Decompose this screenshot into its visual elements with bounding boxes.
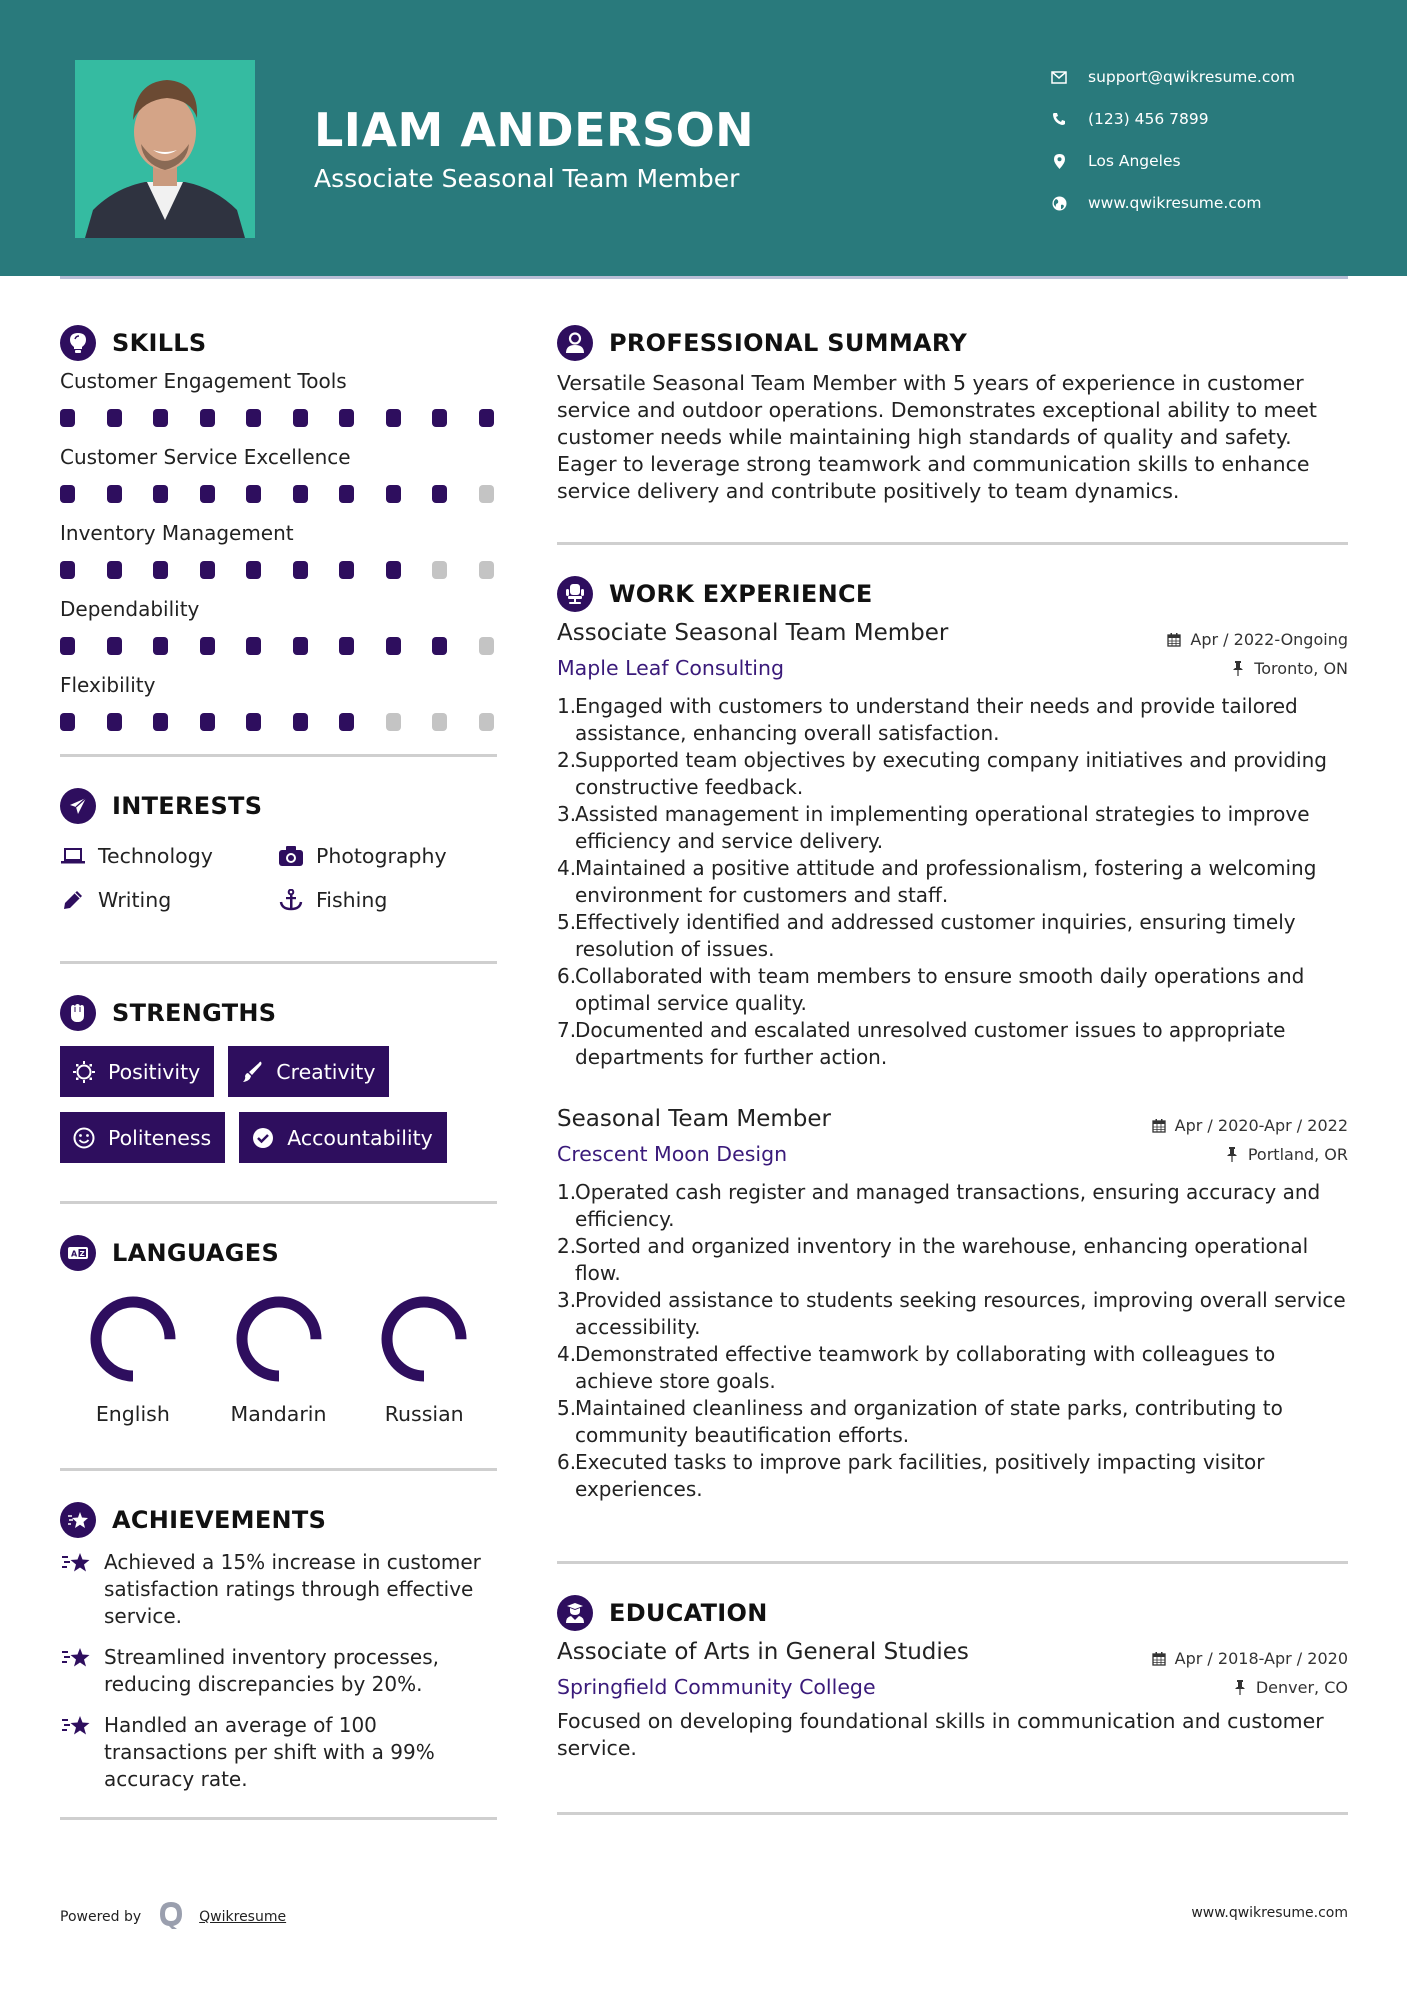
rating-dot-empty: [479, 561, 494, 579]
bullet-number: 1.: [557, 694, 577, 718]
rating-dot-filled: [200, 485, 215, 503]
experience-heading: WORK EXPERIENCE: [557, 571, 1348, 617]
camera-icon: [278, 845, 304, 867]
job-bullet: 4. Maintained a positive attitude and professionalism, fostering a welcoming environment for customers and staff.: [557, 856, 1317, 907]
languages-list: [60, 1294, 497, 1426]
achievement-item: Handled an average of 100 transactions per shift with a 99% accuracy rate.: [60, 1712, 497, 1793]
education-sub: [557, 1672, 1348, 1702]
rating-dot-filled: [432, 409, 447, 427]
language-progress-ring: [379, 1294, 469, 1384]
skill-label: Customer Service Excellence: [60, 445, 351, 469]
rating-dot-filled: [200, 637, 215, 655]
job-bullet: 6. Executed tasks to improve park facilities, positively impacting visitor experiences.: [557, 1450, 1265, 1501]
bullet-number: 6.: [557, 1450, 577, 1474]
office-chair-icon: [557, 576, 593, 612]
fist-icon: [60, 995, 96, 1031]
language-label: Russian: [384, 1402, 464, 1426]
right-column: [557, 320, 1348, 1815]
star-badge-icon: [60, 1502, 96, 1538]
bullet-number: 7.: [557, 1018, 577, 1042]
globe-icon: [1050, 194, 1068, 212]
rating-dot-filled: [60, 561, 75, 579]
rating-dot-filled: [60, 637, 75, 655]
anchor-icon: [278, 889, 304, 911]
skill-row: [60, 596, 497, 670]
footer-url[interactable]: www.qwikresume.com: [1191, 1905, 1348, 1921]
bullet-number: 3.: [557, 1288, 577, 1312]
rating-dot-filled: [339, 637, 354, 655]
svg-text:Z: Z: [79, 1250, 85, 1258]
language-progress-ring: [88, 1294, 178, 1384]
rating-dot-filled: [153, 713, 168, 731]
interest-item: Photography: [278, 839, 478, 873]
job-bullet: 7. Documented and escalated unresolved customer issues to appropriate departments for further action.: [557, 1018, 1286, 1069]
header-divider: [60, 276, 1348, 279]
rating-dot-filled: [246, 713, 261, 731]
strength-chip: Accountability: [239, 1112, 447, 1163]
shooting-star-icon: [60, 1644, 94, 1671]
job-sub: [557, 1139, 1348, 1169]
achievements-list: [60, 1549, 497, 1793]
strengths-heading: STRENGTHS: [60, 990, 497, 1036]
rating-dot-filled: [153, 485, 168, 503]
header-banner: [0, 0, 1407, 276]
job-dates: Apr / 2022-Ongoing: [1166, 630, 1348, 649]
rating-dot-filled: [339, 409, 354, 427]
job-dates: Apr / 2020-Apr / 2022: [1151, 1116, 1348, 1135]
contact-location-text: Los Angeles: [1088, 152, 1181, 170]
strength-chip: Positivity: [60, 1046, 214, 1097]
rating-dot-filled: [153, 561, 168, 579]
rating-dot-filled: [107, 485, 122, 503]
job-bullet: 2. Supported team objectives by executing company initiatives and providing constructive feedback.: [557, 748, 1327, 799]
job-bullet: 6. Collaborated with team members to ensure smooth daily operations and optimal service quality.: [557, 964, 1305, 1015]
paper-plane-icon: [60, 788, 96, 824]
pencil-icon: [60, 889, 86, 911]
sun-icon: [72, 1060, 96, 1084]
skill-rating: [60, 698, 497, 746]
section-divider: [557, 1561, 1348, 1564]
interests-heading: INTERESTS: [60, 783, 497, 829]
job-location: Toronto, ON: [1230, 659, 1348, 678]
company-name: Crescent Moon Design: [557, 1142, 788, 1166]
rating-dot-filled: [479, 409, 494, 427]
rating-dot-filled: [293, 637, 308, 655]
interest-item: Writing: [60, 883, 278, 917]
achievements-heading: ACHIEVEMENTS: [60, 1497, 497, 1543]
education-head: [557, 1636, 1348, 1668]
rating-dot-filled: [200, 561, 215, 579]
contact-website-text: www.qwikresume.com: [1088, 194, 1262, 212]
pushpin-icon: [1232, 1679, 1248, 1695]
rating-dot-filled: [246, 485, 261, 503]
job-bullet: 3. Provided assistance to students seeking resources, improving overall service accessibility.: [557, 1288, 1346, 1339]
footer-powered-by: Powered by Qwikresume: [60, 1900, 286, 1934]
interests-section: [60, 783, 497, 917]
skill-row: [60, 444, 497, 518]
language-item: [206, 1294, 352, 1426]
skill-label: Inventory Management: [60, 521, 294, 545]
jobs-list: [557, 617, 1348, 1503]
rating-dot-filled: [107, 409, 122, 427]
qwikresume-logo-icon: [157, 1900, 185, 1934]
bullet-number: 5.: [557, 910, 577, 934]
check-circle-icon: [251, 1126, 275, 1150]
rating-dot-filled: [386, 409, 401, 427]
language-icon: [60, 1235, 96, 1271]
shooting-star-icon: [60, 1712, 94, 1739]
skill-label: Flexibility: [60, 673, 156, 697]
language-progress-ring: [234, 1294, 324, 1384]
bullet-number: 4.: [557, 1342, 577, 1366]
profile-photo: [75, 60, 255, 238]
svg-text:A: A: [71, 1249, 78, 1259]
job-sub: [557, 653, 1348, 683]
contact-phone[interactable]: [1050, 98, 1295, 140]
achievements-section: [60, 1497, 497, 1793]
skills-heading: SKILLS: [60, 320, 497, 366]
rating-dot-filled: [60, 485, 75, 503]
smile-icon: [72, 1126, 96, 1150]
bullet-number: 5.: [557, 1396, 577, 1420]
left-column: [60, 320, 497, 1820]
calendar-icon: [1166, 632, 1182, 648]
languages-heading: A Z LANGUAGES: [60, 1230, 497, 1276]
summary-heading: PROFESSIONAL SUMMARY: [557, 320, 1348, 366]
rating-dot-filled: [60, 713, 75, 731]
rating-dot-empty: [432, 561, 447, 579]
interests-list: [60, 839, 497, 917]
user-icon: [557, 325, 593, 361]
job-bullet: 2. Sorted and organized inventory in the warehouse, enhancing operational flow.: [557, 1234, 1309, 1285]
section-divider: [60, 1817, 497, 1820]
job-bullets: [557, 693, 1348, 1071]
job-bullet: 4. Demonstrated effective teamwork by collaborating with colleagues to achieve store goals.: [557, 1342, 1276, 1393]
education-description: Focused on developing foundational skills in communication and customer service.: [557, 1709, 1324, 1760]
strength-chip: Creativity: [228, 1046, 389, 1097]
skill-rating: [60, 394, 497, 442]
rating-dot-empty: [479, 485, 494, 503]
job-location: Portland, OR: [1224, 1145, 1348, 1164]
skill-row: [60, 672, 497, 746]
graduate-icon: [557, 1595, 593, 1631]
language-item: [351, 1294, 497, 1426]
rating-dot-filled: [293, 561, 308, 579]
interest-item: Technology: [60, 839, 278, 873]
rating-dot-filled: [432, 485, 447, 503]
contact-location: [1050, 140, 1295, 182]
rating-dot-filled: [107, 561, 122, 579]
rating-dot-empty: [386, 713, 401, 731]
job-head: [557, 617, 1348, 649]
job-bullet: 1. Operated cash register and managed transactions, ensuring accuracy and efficiency.: [557, 1180, 1321, 1231]
contact-email-text: support@qwikresume.com: [1088, 68, 1295, 86]
job-bullet: 5. Effectively identified and addressed customer inquiries, ensuring timely resolution of issues.: [557, 910, 1296, 961]
candidate-name: LIAM ANDERSON: [314, 103, 755, 157]
contact-phone-text: (123) 456 7899: [1088, 110, 1209, 128]
skill-label: Customer Engagement Tools: [60, 369, 347, 393]
rating-dot-filled: [432, 637, 447, 655]
map-marker-icon: [1050, 152, 1068, 170]
section-divider: [60, 1201, 497, 1204]
bullet-number: 1.: [557, 1180, 577, 1204]
rating-dot-filled: [246, 561, 261, 579]
summary-text: Versatile Seasonal Team Member with 5 years of experience in customer service and outdoor operations. Demonstrates exceptional ability to meet customer needs while maintaining high standards of quality and safety. Eager to leverage strong teamwork and communication skills to enhance service delivery and contribute positively to team dynamics.: [557, 371, 1317, 503]
languages-section: [60, 1230, 497, 1426]
footer-brand-link[interactable]: Qwikresume: [199, 1909, 287, 1925]
section-divider: [557, 542, 1348, 545]
job-entry: [557, 1103, 1348, 1503]
achievement-item: Streamlined inventory processes, reducing discrepancies by 20%.: [60, 1644, 497, 1698]
strengths-section: [60, 990, 497, 1163]
job-title: Seasonal Team Member: [557, 1106, 831, 1132]
section-divider: [557, 1812, 1348, 1815]
rating-dot-filled: [339, 485, 354, 503]
summary-section: [557, 320, 1348, 505]
education-dates: Apr / 2018-Apr / 2020: [1151, 1649, 1348, 1668]
job-title: Associate Seasonal Team Member: [557, 620, 949, 646]
degree-title: Associate of Arts in General Studies: [557, 1639, 969, 1665]
rating-dot-empty: [432, 713, 447, 731]
school-name: Springfield Community College: [557, 1675, 876, 1699]
bullet-number: 2.: [557, 748, 577, 772]
rating-dot-filled: [200, 713, 215, 731]
rating-dot-filled: [339, 713, 354, 731]
lightbulb-icon: [60, 325, 96, 361]
rating-dot-filled: [293, 485, 308, 503]
envelope-icon: [1050, 68, 1068, 86]
achievement-item: Achieved a 15% increase in customer satisfaction ratings through effective service.: [60, 1549, 497, 1630]
paintbrush-icon: [240, 1060, 264, 1084]
language-item: [60, 1294, 206, 1426]
rating-dot-filled: [293, 713, 308, 731]
pushpin-icon: [1224, 1146, 1240, 1162]
calendar-icon: [1151, 1651, 1167, 1667]
pushpin-icon: [1230, 660, 1246, 676]
language-label: English: [95, 1402, 170, 1426]
section-divider: [60, 961, 497, 964]
skill-rating: [60, 546, 497, 594]
rating-dot-filled: [153, 637, 168, 655]
phone-icon: [1050, 110, 1068, 128]
job-head: [557, 1103, 1348, 1135]
skills-section: [60, 320, 497, 746]
bullet-number: 6.: [557, 964, 577, 988]
rating-dot-filled: [60, 409, 75, 427]
rating-dot-filled: [386, 485, 401, 503]
job-bullet: 3. Assisted management in implementing operational strategies to improve efficiency and service delivery.: [557, 802, 1310, 853]
skill-rating: [60, 622, 497, 670]
contact-list: [1050, 56, 1295, 224]
rating-dot-filled: [200, 409, 215, 427]
rating-dot-filled: [107, 637, 122, 655]
rating-dot-filled: [293, 409, 308, 427]
skills-list: [60, 368, 497, 746]
calendar-icon: [1151, 1118, 1167, 1134]
rating-dot-filled: [246, 409, 261, 427]
experience-section: [557, 571, 1348, 1503]
job-bullet: 1. Engaged with customers to understand their needs and provide tailored assistance, enhancing overall satisfaction.: [557, 694, 1298, 745]
rating-dot-empty: [479, 637, 494, 655]
bullet-number: 4.: [557, 856, 577, 880]
education-location: Denver, CO: [1232, 1678, 1348, 1697]
job-bullet: 5. Maintained cleanliness and organization of state parks, contributing to community beautification efforts.: [557, 1396, 1283, 1447]
bullet-number: 3.: [557, 802, 577, 826]
section-divider: [60, 1468, 497, 1471]
rating-dot-empty: [479, 713, 494, 731]
rating-dot-filled: [246, 637, 261, 655]
contact-email[interactable]: [1050, 56, 1295, 98]
rating-dot-filled: [386, 637, 401, 655]
job-bullets: [557, 1179, 1348, 1503]
rating-dot-filled: [339, 561, 354, 579]
job-entry: [557, 617, 1348, 1071]
education-heading: EDUCATION: [557, 1590, 1348, 1636]
candidate-role: Associate Seasonal Team Member: [314, 164, 740, 193]
contact-website[interactable]: [1050, 182, 1295, 224]
bullet-number: 2.: [557, 1234, 577, 1258]
laptop-icon: [60, 845, 86, 867]
shooting-star-icon: [60, 1549, 94, 1576]
rating-dot-filled: [386, 561, 401, 579]
rating-dot-filled: [107, 713, 122, 731]
skill-row: [60, 520, 497, 594]
section-divider: [60, 754, 497, 757]
interest-item: Fishing: [278, 883, 478, 917]
skill-rating: [60, 470, 497, 518]
company-name: Maple Leaf Consulting: [557, 656, 785, 680]
language-label: Mandarin: [230, 1402, 327, 1426]
skill-row: [60, 368, 497, 442]
strength-chip: Politeness: [60, 1112, 225, 1163]
skill-label: Dependability: [60, 597, 200, 621]
education-section: [557, 1590, 1348, 1762]
strengths-list: [60, 1046, 497, 1163]
rating-dot-filled: [153, 409, 168, 427]
